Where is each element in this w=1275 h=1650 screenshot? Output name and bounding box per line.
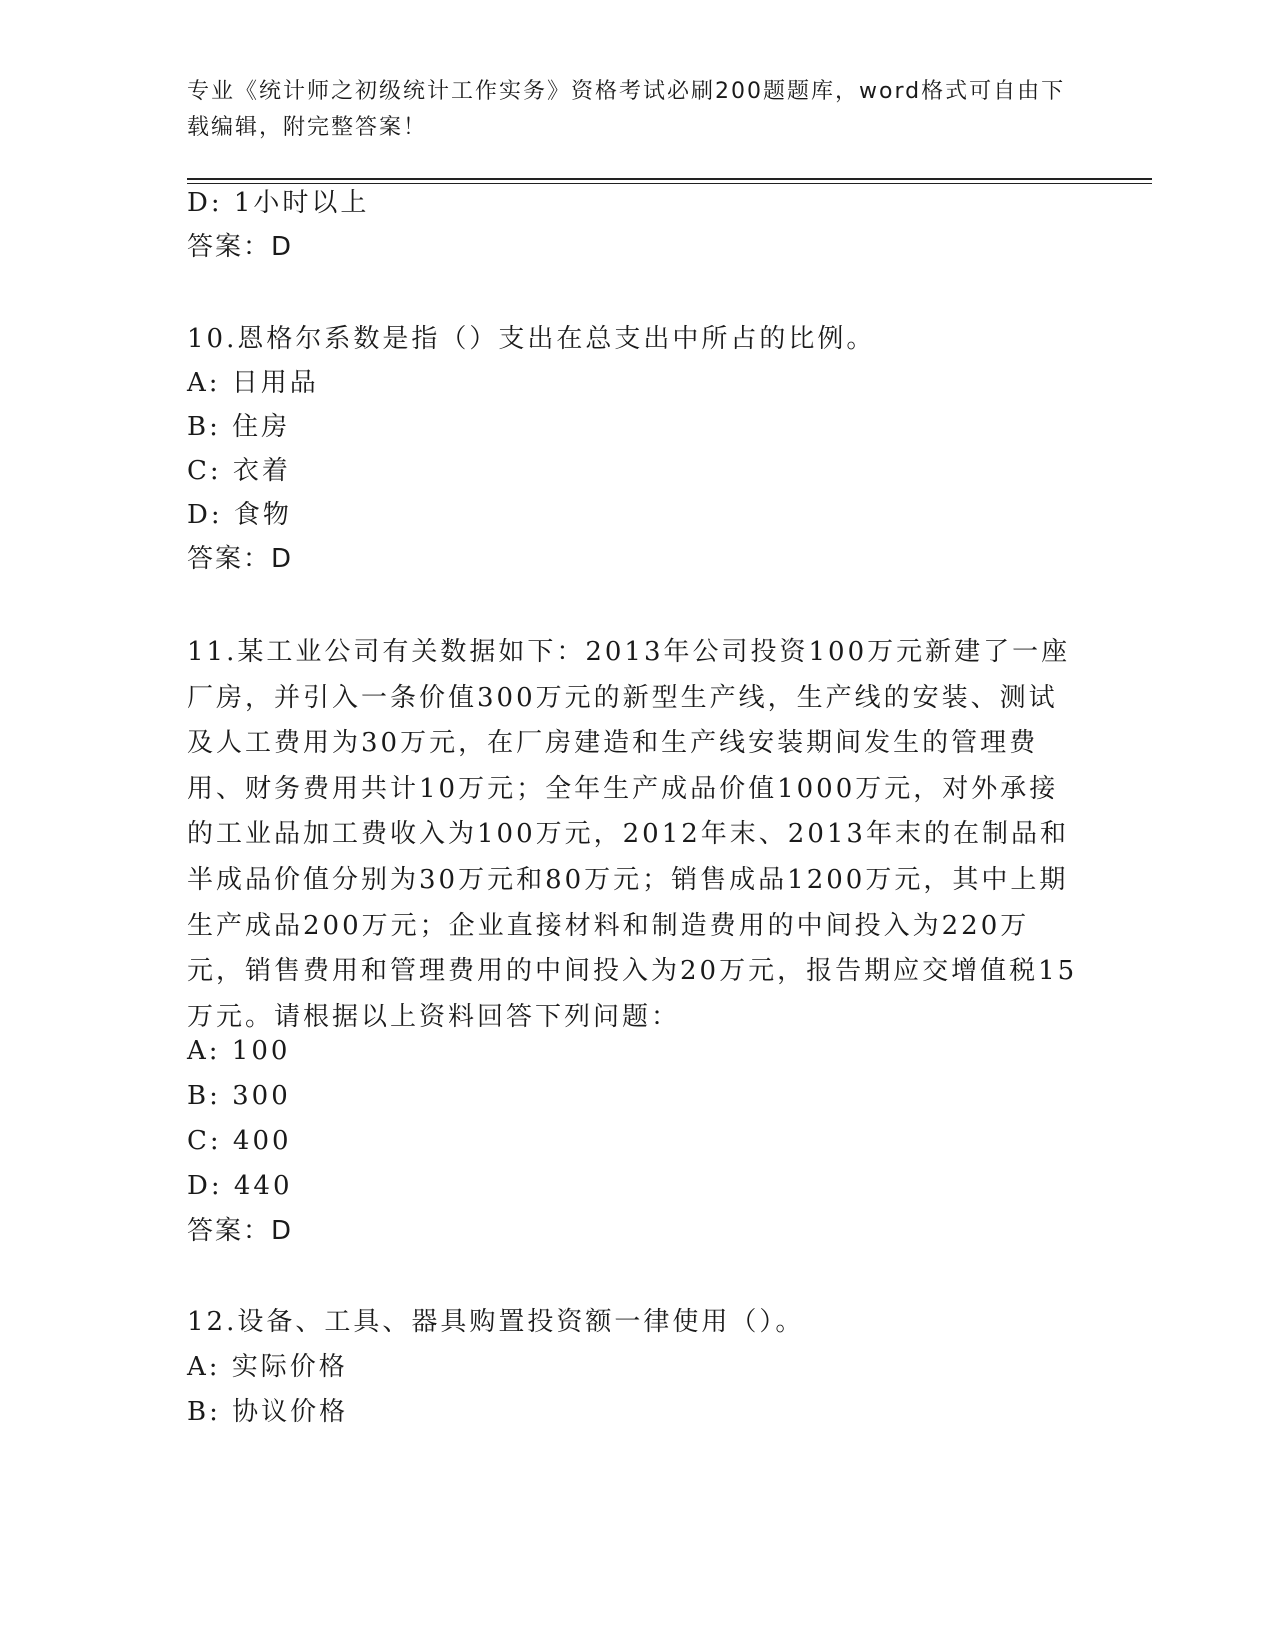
q10-answer: 答案：D [187, 544, 294, 574]
q12-option-a: A: 实际价格 [187, 1352, 348, 1382]
q11-question: 11.某工业公司有关数据如下：2013年公司投资100万元新建了一座厂房，并引入一条价值300万元的新型生产线，生产线的安装、测试及人工费用为30万元，在厂房建造和生产线安装期间发生的管理费用、财务费用共计10万元；全年生产成品价值1000万元，对外承接的工业品加工费收入为100万元，2012年末、2013年末的在制品和半成品价值分别为30万元和80万元；销售成品1200万元，其中上期生产成品200万元；企业直接材料和制造费用的中间投入为220万元，销售费用和管理费用的中间投入为20万元，报告期应交增值税15万元。请根据以上资料回答下列问题： [187, 637, 1078, 1032]
q10-question: 10.恩格尔系数是指（）支出在总支出中所占的比例。 [187, 324, 876, 354]
q10-option-d: D: 食物 [187, 500, 292, 530]
q11-option-d: D: 440 [187, 1171, 293, 1201]
q12-option-b: B: 协议价格 [187, 1397, 349, 1427]
q10-option-b: B: 住房 [187, 412, 291, 442]
q9-option-d: D: 1小时以上 [187, 188, 370, 218]
q10-option-c: C: 衣着 [187, 456, 291, 486]
q9-answer: 答案：D [187, 232, 294, 262]
document-header: 专业《统计师之初级统计工作实务》资格考试必刷200题题库，word格式可自由下载编辑，附完整答案！ [187, 79, 1066, 140]
q10-option-a: A: 日用品 [187, 368, 319, 398]
q12-question: 12.设备、工具、器具购置投资额一律使用（）。 [187, 1307, 805, 1337]
q11-option-b: B: 300 [187, 1081, 291, 1111]
q11-option-a: A: 100 [187, 1036, 291, 1066]
q11-option-c: C: 400 [187, 1126, 292, 1156]
q11-answer: 答案：D [187, 1216, 294, 1246]
